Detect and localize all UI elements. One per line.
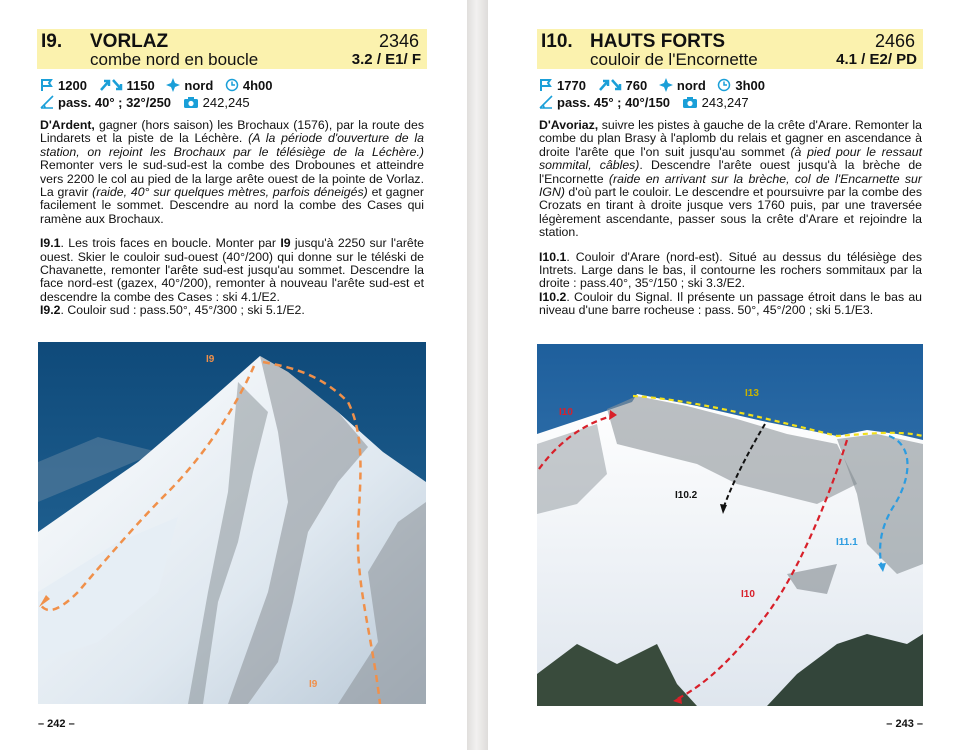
route-stats-row-2 <box>40 95 250 110</box>
page-number: – 243 – <box>886 718 923 730</box>
start-point: D'Avoriaz, <box>539 118 599 132</box>
route-subtitle: combe nord en boucle <box>90 50 259 69</box>
variant-i10-2 <box>539 291 922 318</box>
text-run: Remonter vers le sud-sud-est la combe des Drobounes et atteindre vers 2200 le col au pied de la large arête ouest de la pointe de Vorlaz. La gravir <box>40 158 424 200</box>
aspect: nord <box>184 78 214 93</box>
route-ref: I9 <box>280 236 291 251</box>
text-run-italic: (à pied pour le ressaut sommital, câbles) <box>539 144 922 173</box>
slope-angle-icon <box>539 95 553 109</box>
photo-reference: 242,245 <box>202 95 250 110</box>
route-description <box>539 119 922 318</box>
route-label-i10-2: I10.2 <box>675 490 698 501</box>
start-altitude: 1200 <box>58 78 87 93</box>
variant-label: I10.2 <box>539 289 567 304</box>
variant-label: I9.2 <box>40 303 61 318</box>
flag-icon <box>539 78 553 92</box>
route-description <box>40 119 424 318</box>
route-label-i10-top: I10 <box>559 407 573 418</box>
text-run: . Couloir du Signal. Il présente un passage étroit dans le bas au niveau d'une barre rocheuse : pass. 50°, 45°/200 ; ski 5.1/E3. <box>539 289 922 318</box>
variant-label: I9.1 <box>40 236 61 251</box>
route-number: I10. <box>541 31 573 52</box>
text-run: . Descendre l'arête ouest jusqu'à la brèche de l'Encornette <box>539 158 922 186</box>
route-stats-row-2 <box>539 95 749 110</box>
camera-icon <box>682 96 698 109</box>
text-run-italic: (raide, 40° sur quelques mètres, parfois déneigés) <box>92 185 368 200</box>
text-run-italic: (A la période d'ouverture de la station, on rejoint les Brochaux par le télésiège de la Léchère.) <box>40 131 424 159</box>
route-label-i11-1: I11.1 <box>836 537 858 548</box>
flag-icon <box>40 78 54 92</box>
slope-info: pass. 40° ; 32°/250 <box>58 95 172 110</box>
text-run: gagner (hors saison) les Brochaux (1576), par la route des Lindarets et la piste de la Léchère. <box>40 118 424 146</box>
variant-i9-2 <box>40 304 424 317</box>
route-grade: 4.1 / E2/ PD <box>836 51 917 68</box>
text-run: jusqu'à 2250 sur l'arête ouest. Skier le couloir sud-ouest (40°/200) qui donne sur le téléski de Chavanette, remonter l'arête sud-est jusqu'au sommet. Descendre la face nord-est (gazex, 40°/200), remonter à nouveau l'arête sud-est et descendre la combe des Cases : ski 4.1/E2. <box>40 236 425 304</box>
compass-star-icon <box>659 78 673 92</box>
variant-i10-1 <box>539 251 922 291</box>
route-stats-row-1 <box>40 78 273 93</box>
summit-altitude: 2346 <box>378 31 419 51</box>
text-run: . Les trois faces en boucle. Monter par <box>60 236 281 251</box>
aspect: nord <box>676 78 706 93</box>
route-title-bar <box>537 29 923 69</box>
book-gutter <box>467 0 488 750</box>
route-subtitle: couloir de l'Encornette <box>590 50 758 69</box>
elevation-gain: 760 <box>625 78 648 93</box>
photo-reference: 243,247 <box>701 95 749 110</box>
route-grade: 3.2 / E1/ F <box>351 51 421 68</box>
summit-altitude: 2466 <box>874 31 915 51</box>
clock-icon <box>717 78 731 92</box>
variant-i9-1 <box>40 237 424 304</box>
compass-star-icon <box>166 78 180 92</box>
vorlaz-photo <box>38 342 426 704</box>
slope-info: pass. 45° ; 40°/150 <box>557 95 671 110</box>
hauts-forts-photo <box>537 344 923 706</box>
route-name: HAUTS FORTS <box>590 31 726 52</box>
start-altitude: 1770 <box>557 78 586 93</box>
ascent-arrows-icon <box>99 78 123 92</box>
route-label-i13: I13 <box>745 388 759 399</box>
route-label-top: I9 <box>206 354 215 365</box>
route-label-i10-bottom: I10 <box>741 589 755 600</box>
route-number: I9. <box>41 31 63 52</box>
text-run: suivre les pistes à gauche de la crête d'Arare. Remonter la combe du plan Brasy à l'aplomb du relais et gagner en ascendance à droite l'arête que l'on suit jusqu'au sommet <box>539 118 922 159</box>
duration: 4h00 <box>242 78 273 93</box>
text-run: d'où part le couloir. Le descendre et poursuivre par la combe des Crozats en tirant à droite jusque vers 1760 puis, par une traversée légèrement ascendante, passer sous la crête d'Arare et rejoindre la station. <box>539 185 922 240</box>
elevation-gain: 1150 <box>126 78 155 93</box>
route-name: VORLAZ <box>90 31 169 52</box>
text-run: . Couloir d'Arare (nord-est). Situé au dessus du télésiège des Intrets. Large dans le bas, il contourne les rochers sommitaux par la droite : pass.40°, 35°/150 ; ski 3.3/E2. <box>539 249 922 291</box>
text-run: et gagner facilement le sommet. Descendre au nord la combe des Cases qui ramène aux Brochaux. <box>40 185 424 226</box>
text-run-italic: (raide en arrivant sur la brèche, col de l'Encarnette sur IGN) <box>539 171 922 200</box>
text-run: . Couloir sud : pass.50°, 45°/300 ; ski 5.1/E2. <box>60 303 305 318</box>
clock-icon <box>225 78 239 92</box>
start-point: D'Ardent, <box>40 118 95 132</box>
page-number: – 242 – <box>38 718 75 730</box>
route-title-bar <box>37 29 427 69</box>
duration: 3h00 <box>735 78 766 93</box>
camera-icon <box>183 96 199 109</box>
route-label-bottom: I9 <box>309 679 318 690</box>
slope-angle-icon <box>40 95 54 109</box>
ascent-arrows-icon <box>598 78 622 92</box>
route-stats-row-1 <box>539 78 765 93</box>
variant-label: I10.1 <box>539 249 567 264</box>
right-page <box>488 0 963 750</box>
left-page <box>0 0 467 750</box>
